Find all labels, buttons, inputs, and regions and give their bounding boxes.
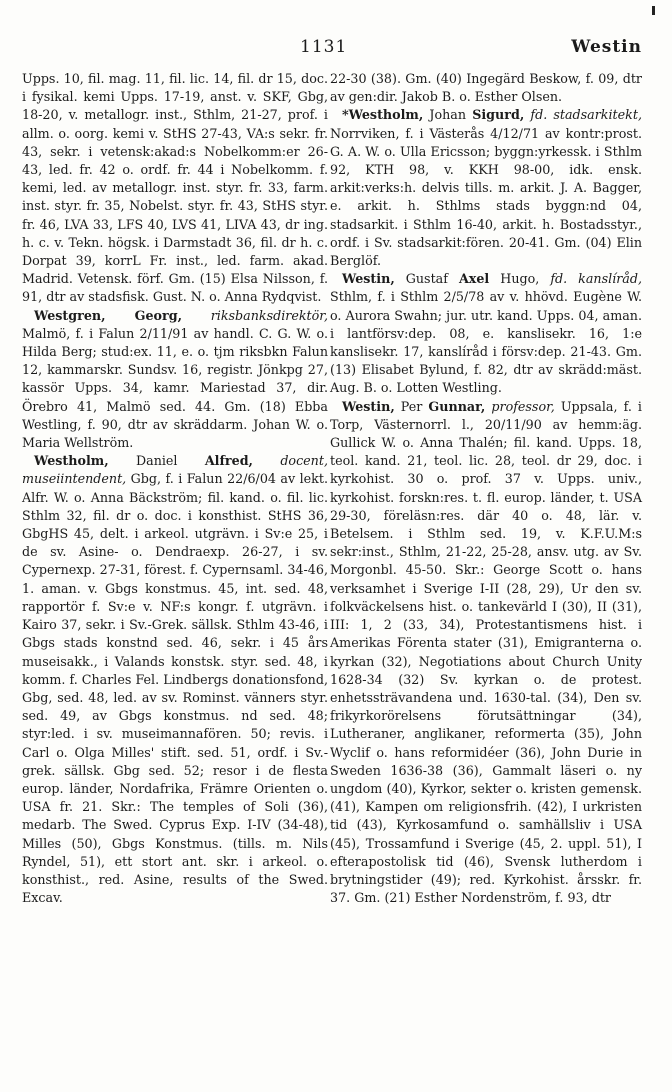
page-header bbox=[0, 0, 672, 70]
entry bbox=[330, 270, 642, 397]
entry-text: Norrviken, f. i Västerås 4/12/71 av kontr:prost. G. A. W. o. Ulla Ericsson; byggn:yrkessk. i Sthlm 92, KTH 98, v. KKH 98-00, idk. ensk. arkit:verks:h. delvis tills. m. arkit. J. A. Bagger, e. arkit. h. Sthlms stads byggn:nd 04, stadsarkit. i Sthlm 16-40, arkit. h. Bostadsstyr., ordf. i Sv. stadsarkit:fören. 20-41. Gm. (04) Elin Berglöf. bbox=[330, 125, 642, 269]
entry-title: riksbanksdirektör, bbox=[210, 307, 328, 323]
entry-name: Westgren, Georg, bbox=[34, 307, 182, 323]
edge-mark bbox=[652, 6, 655, 15]
right-column bbox=[330, 70, 642, 907]
entry bbox=[22, 70, 328, 307]
entry-given: Gustaf bbox=[394, 271, 459, 287]
entry-given: Per bbox=[394, 398, 429, 414]
entry-given-tail: Hugo, bbox=[489, 271, 540, 287]
entry bbox=[22, 452, 328, 907]
entry-given-bold: Sigurd, bbox=[472, 107, 525, 123]
left-column bbox=[22, 70, 328, 907]
entry-title: docent, museiintendent, bbox=[22, 453, 328, 487]
entry-name: Westin, bbox=[342, 398, 395, 414]
entry-text: Gbg, f. i Falun 22/6/04 av lekt. Alfr. W. o. Anna Bäckström; fil. kand. o. fil. lic. Sthlm 32, fil. dr o. doc. i konsthist. StHS 36, GbgHS 45, delt. i arkeol. utgrävn. i Sv:e 25, i de sv. Asine- o. Dendraexp. 26-27, i sv. Cypernexp. 27-31, förest. f. Cypernsaml. 34-46, 1. aman. v. Gbgs konstmus. 45, int. sed. 48, rapportör f. Sv:e v. NF:s kongr. f. utgrävn. i Kairo 37, sekr. i Sv.-Grek. sällsk. Sthlm 43-46, i Gbgs stads konstnd sed. 46, sekr. i 45 års museisakk., i Valands konstsk. styr. sed. 48, i komm. f. Charles Fel. Lindbergs donationsfond, Gbg, sed. 48, led. av sv. Rominst. vänners styr. sed. 49, av Gbgs konstmus. nd sed. 48; styr:led. i sv. museimannafören. 50; revis. i Carl o. Olga Milles' stift. sed. 51, ordf. i Sv.-grek. sällsk. Gbg sed. 52; resor i de flesta europ. länder, Nordafrika, Främre Orienten o. USA fr. 21. Skr.: The temples of Soli (36), medarb. The Swed. Cyprus Exp. I-IV (34-48), Milles (50), Gbgs Konstmus. (tills. m. Nils Ryndel, 51), ett stort ant. skr. i arkeol. o. konsthist., red. Asine, results of the Swed. Excav. bbox=[22, 471, 328, 906]
entry-title: fd. kanslíråd, bbox=[550, 271, 643, 287]
entry-given: Johan bbox=[423, 107, 473, 123]
entry-text: Upps. 10, fil. mag. 11, fil. lic. 14, fil. dr 15, doc. i fysikal. kemi Upps. 17-19, anst. v. SKF, Gbg, 18-20, v. metallogr. inst., Sthlm, 21-27, prof. i allm. o. oorg. kemi v. StHS 27-43, VA:s sekr. fr. 43, sekr. i vetensk:akad:s Nobelkomm:er 26-43, led. fr. 42 o. ordf. fr. 44 i Nobelkomm. f. kemi, led. av metallogr. inst. styr. fr. 33, farm. inst. styr. fr. 35, Nobelst. styr. fr. 43, StHS styr. fr. 46, LVA 33, LFS 40, LVS 41, LIVA 43, dr ing. h. c. v. Tekn. högsk. i Darmstadt 36, fil. dr h. c. Dorpat 39, korrL Fr. inst., led. farm. akad. Madrid. Vetensk. förf. Gm. (15) Elsa Nilsson, f. 91, dtr av stadsfisk. Gust. N. o. Anna Rydqvist. bbox=[22, 71, 328, 305]
entry-text: Uppsala, f. i Torp, Västernorrl. l., 20/11/90 av hemm:äg. Gullick W. o. Anna Thalén; fil. kand. Upps. 18, teol. kand. 21, teol. lic. 28, teol. dr 29, doc. i kyrkohist. 30 o. prof. 37 v. Upps. univ., kyrkohist. forskn:res. t. fl. europ. länder, t. USA 29-30, föreläsn:res. där 40 o. 48, lär. v. Betelsem. i Sthlm sed. 19, v. K.F.U.M:s sekr:inst., Sthlm, 21-22, 25-28, ansv. utg. av Sv. Morgonbl. 45-50. Skr.: George Scott o. hans verksamhet i Sverige I-II (28, 29), Ur den sv. folkväckelsens hist. o. tankevärld I (30), II (31), III: 1, 2 (33, 34), Protestantismens hist. i Amerikas Förenta stater (31), Emigranterna o. kyrkan (32), Negotiations about Church Unity 1628-34 (32) Sv. kyrkan o. de protest. enhetssträvandena und. 1630-tal. (34), Den sv. frikyrkorörelsens förutsättningar (34), Lutheraner, anglikaner, reformerta (35), John Wyclif o. hans reformidéer (36), John Durie in Sweden 1636-38 (36), Gammalt läseri o. ny ungdom (40), Kyrkor, sekter o. kristen gemensk. (41), Kampen om religionsfrih. (42), I urkristen tid (43), Kyrkosamfund o. samhällsliv i USA (45), Trossamfund i Sverige (45, 2. uppl. 51), I efterapostolisk tid (46), Svensk lutherdom i brytningstider (49); red. Kyrkohist. årsskr. fr. 37. Gm. (21) Esther Nordenström, f. 93, dtr bbox=[330, 398, 642, 906]
running-head: Westin bbox=[571, 37, 642, 57]
entry-title: fd. stadsarkitekt, bbox=[530, 107, 642, 123]
entry bbox=[330, 398, 642, 908]
entry-name: *Westholm, bbox=[342, 107, 424, 123]
entry-name: Westin, bbox=[342, 271, 395, 287]
page-number: 1131 bbox=[300, 37, 348, 57]
entry bbox=[330, 70, 642, 106]
entry-text: Malmö, f. i Falun 2/11/91 av handl. C. G. W. o. Hilda Berg; stud:ex. 11, e. o. tjm riksbkn Falun 12, kammarskr. Sundsv. 16, registr. Jönkpg 27, kassör Upps. 34, kamr. Mariestad 37, dir. Örebro 41, Malmö sed. 44. Gm. (18) Ebba Westling, f. 90, dtr av skräddarm. Johan W. o. Maria Wellström. bbox=[22, 325, 328, 451]
entry bbox=[330, 106, 642, 270]
entry-title: professor, bbox=[491, 398, 555, 414]
entry bbox=[22, 307, 328, 453]
entry-name: Westholm, bbox=[34, 453, 109, 469]
entry-given-bold: Gunnar, bbox=[428, 398, 486, 414]
entry-text: 22-30 (38). Gm. (40) Ingegärd Beskow, f. 09, dtr av gen:dir. Jakob B. o. Esther Olsen. bbox=[330, 71, 642, 105]
entry-given: Daniel bbox=[108, 453, 205, 469]
entry-given-bold: Alfred, bbox=[204, 453, 253, 469]
entry-text: Sthlm, f. i Sthlm 2/5/78 av v. hhövd. Eugène W. o. Aurora Swahn; jur. utr. kand. Upps. 04, aman. i lantförsv:dep. 08, e. kanslisekr. 16, 1:e kanslisekr. 17, kanslíråd i försv:dep. 21-43. Gm. (13) Elisabet Bylund, f. 82, dtr av skrädd:mäst. Aug. B. o. Lotten Westling. bbox=[330, 289, 642, 396]
entry-given-bold: Axel bbox=[458, 271, 490, 287]
